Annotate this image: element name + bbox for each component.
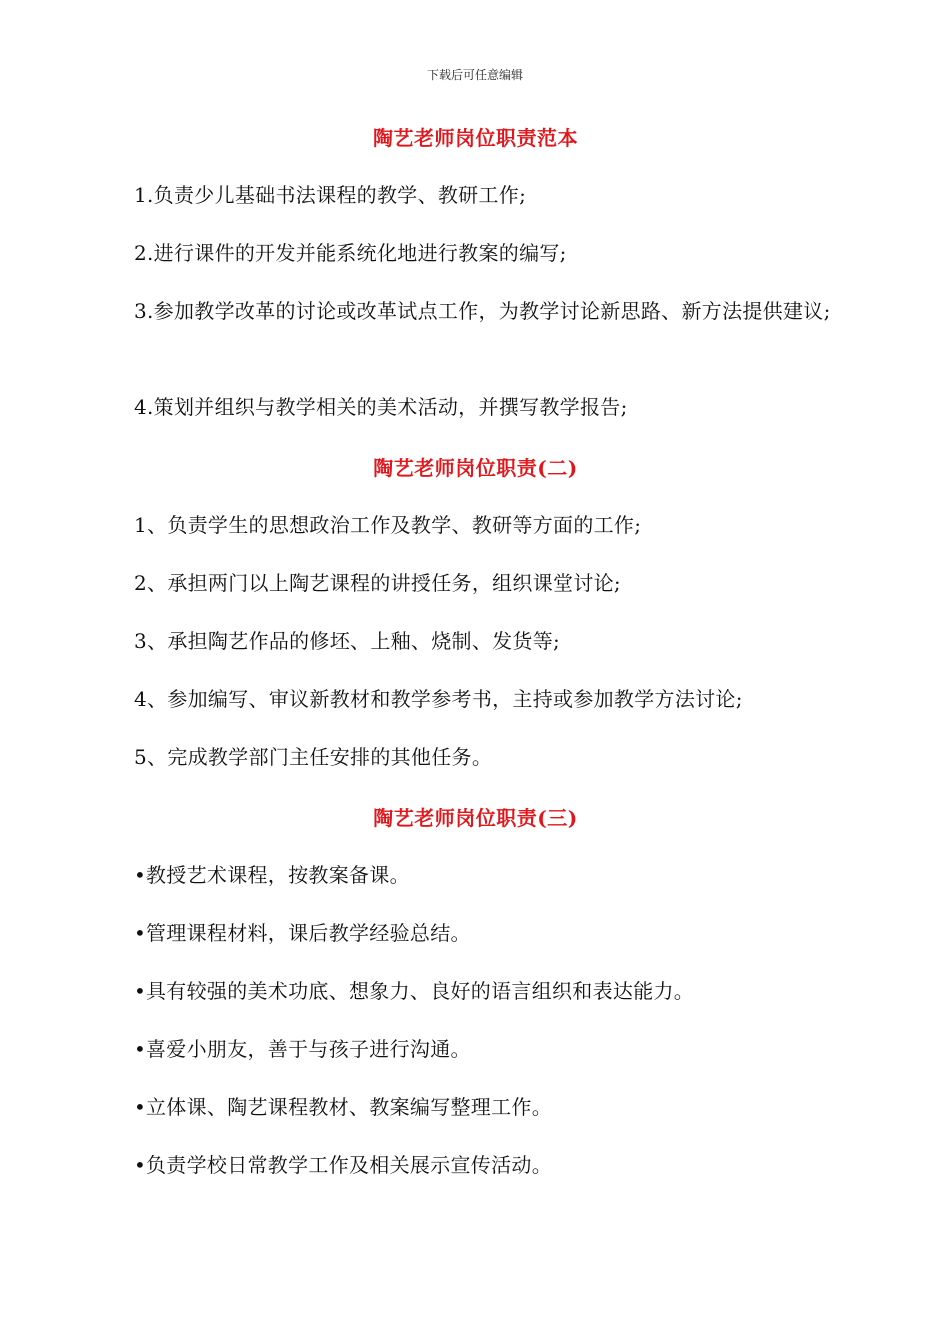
section-3-item-4 [134, 1030, 863, 1068]
bullet-text: 喜爱小朋友，善于与孩子进行沟通。 [146, 1037, 471, 1061]
section-1-item-1: 1.负责少儿基础书法课程的教学、教研工作; [134, 183, 527, 207]
section-title-3: 陶艺老师岗位职责(三) [373, 806, 578, 830]
section-title-2: 陶艺老师岗位职责(二) [373, 456, 578, 480]
section-3-item-5 [134, 1088, 863, 1126]
section-2-item-4: 4、参加编写、审议新教材和教学参考书，主持或参加教学方法讨论; [134, 687, 743, 711]
section-2-item-3: 3、承担陶艺作品的修坯、上釉、烧制、发货等; [134, 629, 561, 653]
bullet-icon: • [134, 1037, 147, 1061]
section-1-item-2: 2.进行课件的开发并能系统化地进行教案的编写; [134, 241, 567, 265]
bullet-icon: • [134, 1153, 147, 1177]
bullet-icon: • [134, 921, 147, 945]
section-3-item-6 [134, 1146, 863, 1184]
section-3-item-3 [134, 972, 863, 1010]
bullet-text: 教授艺术课程，按教案备课。 [146, 863, 410, 887]
section-3-item-1 [134, 856, 863, 894]
section-title-1: 陶艺老师岗位职责范本 [373, 126, 578, 150]
bullet-icon: • [134, 1095, 147, 1119]
section-1-item-4: 4.策划并组织与教学相关的美术活动，并撰写教学报告; [134, 395, 628, 419]
bullet-text: 管理课程材料，课后教学经验总结。 [146, 921, 471, 945]
section-1-item-3: 3.参加教学改革的讨论或改革试点工作，为教学讨论新思路、新方法提供建议; [134, 299, 831, 323]
bullet-text: 负责学校日常教学工作及相关展示宣传活动。 [146, 1153, 552, 1177]
section-2-item-5: 5、完成教学部门主任安排的其他任务。 [134, 745, 493, 769]
bullet-icon: • [134, 979, 147, 1003]
bullet-text: 立体课、陶艺课程教材、教案编写整理工作。 [146, 1095, 552, 1119]
header-note: 下载后可任意编辑 [426, 68, 523, 82]
bullet-icon: • [134, 863, 147, 887]
section-2-item-2: 2、承担两门以上陶艺课程的讲授任务，组织课堂讨论; [134, 571, 621, 595]
section-2-item-1: 1、负责学生的思想政治工作及教学、教研等方面的工作; [134, 513, 642, 537]
section-3-item-2 [134, 914, 863, 952]
bullet-text: 具有较强的美术功底、想象力、良好的语言组织和表达能力。 [146, 979, 695, 1003]
